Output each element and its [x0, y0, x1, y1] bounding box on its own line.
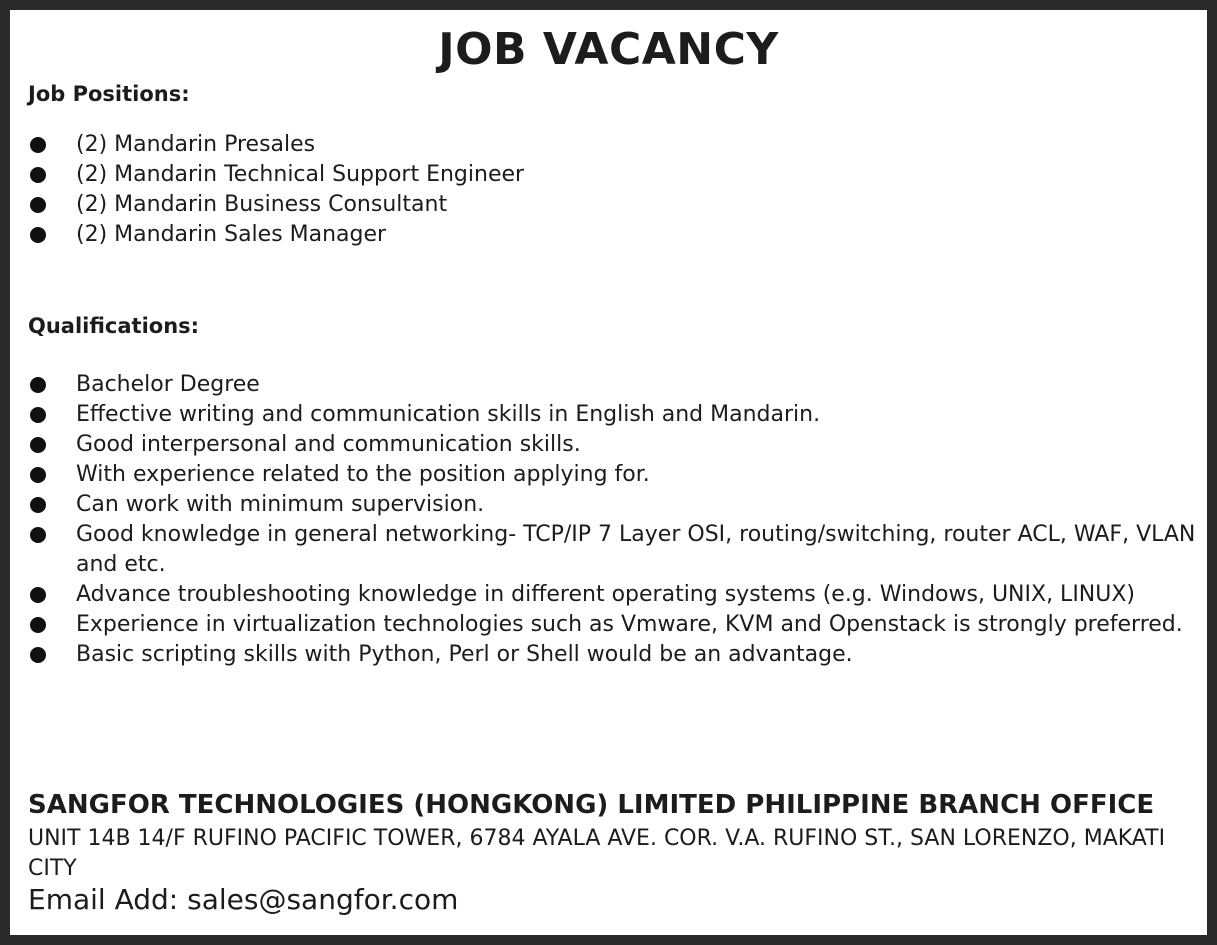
company-address: UNIT 14B 14/F RUFINO PACIFIC TOWER, 6784 AYALA AVE. COR. V.A. RUFINO ST., SAN LORENZO, MAKATI CITY	[28, 826, 1166, 881]
bullet-icon	[30, 227, 46, 243]
list-item	[10, 160, 1207, 190]
qualification-text: Bachelor Degree	[76, 372, 260, 397]
bullet-icon	[30, 377, 46, 393]
bullet-icon	[30, 407, 46, 423]
list-item	[10, 580, 1207, 610]
bullet-icon	[30, 437, 46, 453]
job-positions-heading: Job Positions:	[28, 82, 190, 106]
qualification-text: Effective writing and communication skills in English and Mandarin.	[76, 402, 821, 427]
position-text: (2) Mandarin Business Consultant	[76, 192, 448, 217]
position-text: (2) Mandarin Presales	[76, 132, 316, 157]
list-item	[10, 640, 1207, 670]
company-email: Email Add: sales@sangfor.com	[28, 883, 459, 916]
qualifications-list	[10, 370, 1207, 670]
list-item	[10, 370, 1207, 400]
job-positions-list	[10, 130, 1207, 250]
list-item	[10, 430, 1207, 460]
bullet-icon	[30, 527, 46, 543]
list-item	[10, 520, 1207, 580]
bullet-icon	[30, 197, 46, 213]
bullet-icon	[30, 647, 46, 663]
list-item	[10, 460, 1207, 490]
qualification-text: With experience related to the position applying for.	[76, 462, 650, 487]
page-title: JOB VACANCY	[438, 24, 779, 75]
position-text: (2) Mandarin Sales Manager	[76, 222, 387, 247]
bullet-icon	[30, 587, 46, 603]
list-item	[10, 610, 1207, 640]
qualification-text: Can work with minimum supervision.	[76, 492, 485, 517]
bullet-icon	[30, 617, 46, 633]
qualification-text: Advance troubleshooting knowledge in different operating systems (e.g. Windows, UNIX, LINUX)	[76, 582, 1136, 607]
bullet-icon	[30, 137, 46, 153]
qualification-text: Good interpersonal and communication skills.	[76, 432, 581, 457]
job-vacancy-poster	[10, 10, 1207, 935]
qualification-text: Basic scripting skills with Python, Perl or Shell would be an advantage.	[76, 642, 853, 667]
list-item	[10, 490, 1207, 520]
bullet-icon	[30, 167, 46, 183]
list-item	[10, 130, 1207, 160]
list-item	[10, 190, 1207, 220]
qualifications-heading: Qualifications:	[28, 314, 200, 338]
bullet-icon	[30, 467, 46, 483]
list-item	[10, 220, 1207, 250]
qualification-text: Good knowledge in general networking- TCP/IP 7 Layer OSI, routing/switching, router ACL, WAF, VLAN and etc.	[76, 522, 1196, 577]
company-name: SANGFOR TECHNOLOGIES (HONGKONG) LIMITED PHILIPPINE BRANCH OFFICE	[28, 790, 1155, 820]
list-item	[10, 400, 1207, 430]
qualification-text: Experience in virtualization technologies such as Vmware, KVM and Openstack is strongly preferred.	[76, 612, 1183, 637]
bullet-icon	[30, 497, 46, 513]
position-text: (2) Mandarin Technical Support Engineer	[76, 162, 525, 187]
